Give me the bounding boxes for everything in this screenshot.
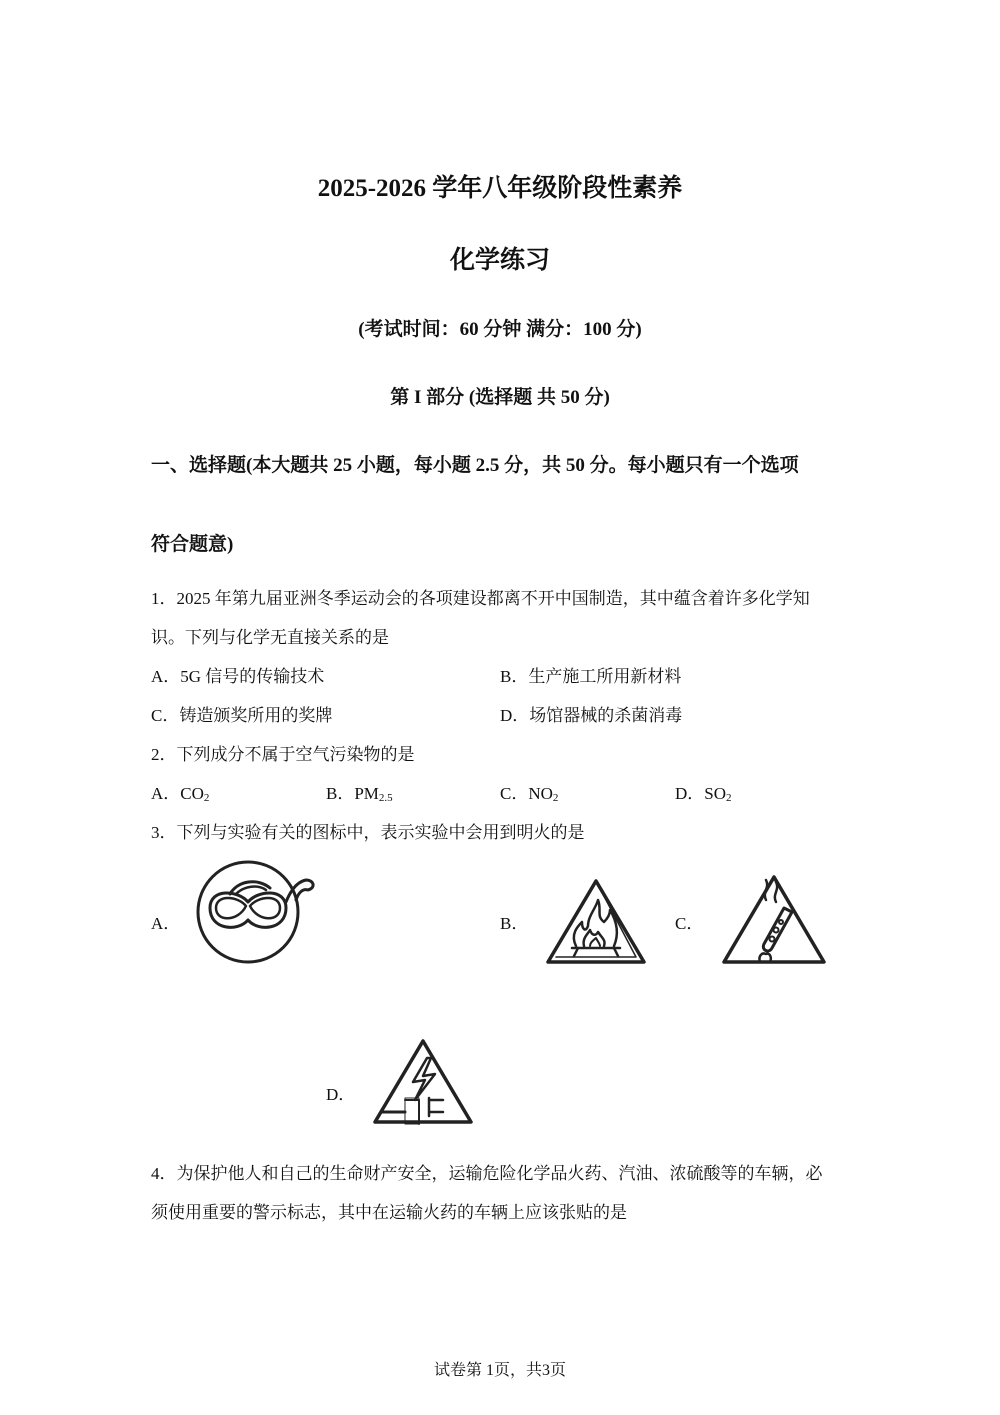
q2-option-c: C．$NO_2$ xyxy=(500,784,559,804)
q4-stem-line2: 须使用重要的警示标志，其中在运输火药的车辆上应该张贴的是 xyxy=(151,1203,627,1222)
goggles-icon xyxy=(190,858,320,966)
section-heading-line1: 一、选择题(本大题共 25 小题，每小题 2.5 分，共 50 分。每小题只有一个选项 xyxy=(151,455,799,476)
exam-info: (考试时间：60 分钟 满分：100 分) xyxy=(358,319,642,340)
open-flame-icon xyxy=(544,876,648,968)
q1-option-d: D．场馆器械的杀菌消毒 xyxy=(500,706,683,725)
q1-stem-line2: 识。下列与化学无直接关系的是 xyxy=(151,628,389,647)
subject-title: 化学练习 xyxy=(449,247,550,274)
q3-option-c-label: C． xyxy=(675,914,704,933)
q2-option-a: A．$CO_2$ xyxy=(151,784,210,804)
q3-option-a-label: A． xyxy=(151,914,181,933)
page-footer: 试卷第 1页，共3页 xyxy=(433,1362,566,1379)
electricity-plug-icon xyxy=(371,1036,475,1128)
q1-option-a: A．5G 信号的传输技术 xyxy=(151,667,325,686)
q4-stem-line1: 4．为保护他人和自己的生命财产安全，运输危险化学品火药、汽油、浓硫酸等的车辆，必 xyxy=(151,1164,823,1183)
q3-option-b-label: B． xyxy=(500,914,529,933)
exam-title: 2025-2026 学年八年级阶段性素养 xyxy=(317,175,683,202)
q2-option-b: B．$PM_{2.5}$ xyxy=(326,784,393,804)
part-heading: 第 I 部分 (选择题 共 50 分) xyxy=(390,387,610,408)
section-heading-line2: 符合题意) xyxy=(151,534,234,555)
q1-option-c: C．铸造颁奖所用的奖牌 xyxy=(151,706,333,725)
q2-stem: 2．下列成分不属于空气污染物的是 xyxy=(151,745,415,764)
q1-option-b: B．生产施工所用新材料 xyxy=(500,667,682,686)
q2-option-d: D．$SO_2$ xyxy=(675,784,732,804)
q3-stem: 3．下列与实验有关的图标中，表示实验中会用到明火的是 xyxy=(151,823,585,842)
q1-stem-line1: 1．2025 年第九届亚洲冬季运动会的各项建设都离不开中国制造，其中蕴含着许多化学知 xyxy=(151,589,810,608)
hot-test-tube-icon xyxy=(720,872,830,968)
q3-option-d-label: D． xyxy=(326,1085,356,1104)
